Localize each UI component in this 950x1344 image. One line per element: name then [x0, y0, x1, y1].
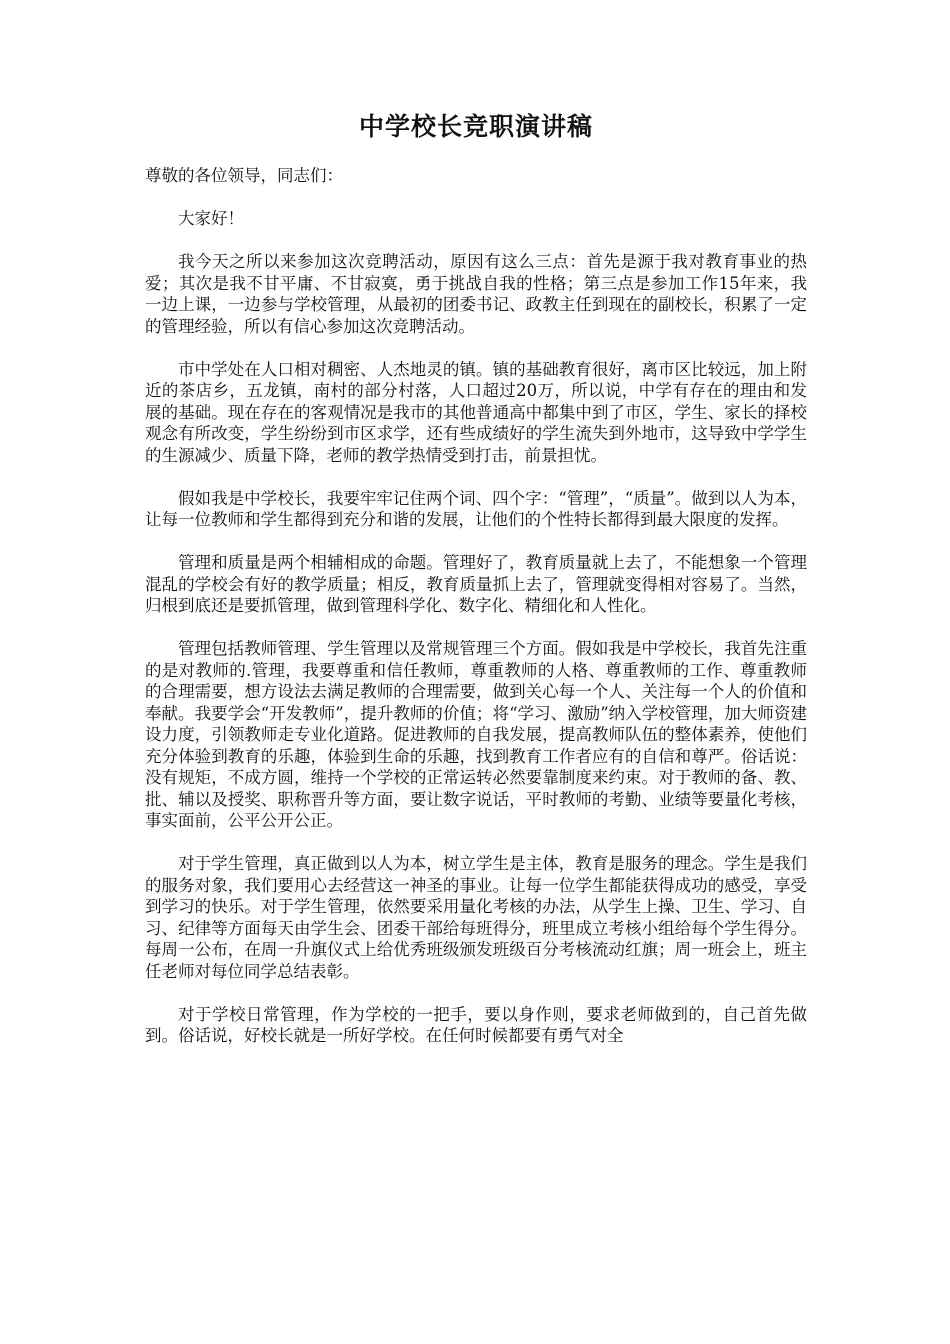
salutation: 尊敬的各位领导，同志们： — [145, 166, 343, 185]
paragraph-management-quality: 假如我是中学校长，我要牢牢记住两个词、四个字：“管理”，“质量”。做到以人为本，让每一位教师和学生都得到充分和谐的发展，让他们的个性特长都得到最大限度的发挥。 — [145, 488, 807, 529]
paragraph-daily-management: 对于学校日常管理，作为学校的一把手，要以身作则，要求老师做到的，自己首先做到。俗话说，好校长就是一所好学校。在任何时候都要有勇气对全 — [145, 1004, 807, 1045]
paragraph-reasons: 我今天之所以来参加这次竞聘活动，原因有这么三点：首先是源于我对教育事业的热爱；其次是我不甘平庸、不甘寂寞，勇于挑战自我的性格；第三点是参加工作15年来，我一边上课，一边参与学校管理，从最初的团委书记、政教主任到现在的副校长，积累了一定的管理经验，所以有信心参加这次竞聘活动。 — [145, 252, 807, 336]
paragraph-teacher-management: 管理包括教师管理、学生管理以及常规管理三个方面。假如我是中学校长，我首先注重的是对教师的.管理，我要尊重和信任教师，尊重教师的人格、尊重教师的工作、尊重教师的合理需要，想方设法去满足教师的合理需要，做到关心每一个人、关注每一个人的价值和奉献。我要学会“开发教师”，提升教师的价值；将“学习、激励”纳入学校管理，加大师资建设力度，引领教师走专业化道路。促进教师的自我发展，提高教师队伍的整体素养，使他们充分体验到教育的乐趣，体验到生命的乐趣，找到教育工作者应有的自信和尊严。俗话说：没有规矩，不成方圆，维持一个学校的正常运转必然要靠制度来约束。对于教师的备、教、批、辅以及授奖、职称晋升等方面，要让数字说话，平时教师的考勤、业绩等要量化考核，事实面前，公平公开公正。 — [145, 639, 807, 830]
paragraph-greeting: 大家好！ — [178, 209, 244, 228]
document-page — [145, 110, 807, 1068]
paragraph-student-management: 对于学生管理，真正做到以人为本，树立学生是主体，教育是服务的理念。学生是我们的服务对象，我们要用心去经营这一神圣的事业。让每一位学生都能获得成功的感受，享受到学习的快乐。对于学生管理，依然要采用量化考核的办法，从学生上操、卫生、学习、自习、纪律等方面每天由学生会、团委干部给每班得分，班里成立考核小组给每个学生得分。每周一公布，在周一升旗仪式上给优秀班级颁发班级百分考核流动红旗；周一班会上，班主任老师对每位同学总结表彰。 — [145, 854, 807, 981]
paragraph-complementary: 管理和质量是两个相辅相成的命题。管理好了，教育质量就上去了，不能想象一个管理混乱的学校会有好的教学质量；相反，教育质量抓上去了，管理就变得相对容易了。当然，归根到底还是要抓管理，做到管理科学化、数字化、精细化和人性化。 — [145, 553, 807, 615]
document-title: 中学校长竞职演讲稿 — [358, 112, 593, 141]
paragraph-school-situation: 市中学处在人口相对稠密、人杰地灵的镇。镇的基础教育很好，离市区比较远，加上附近的茶店乡，五龙镇，南村的部分村落，人口超过20万，所以说，中学有存在的理由和发展的基础。现在存在的客观情况是我市的其他普通高中都集中到了市区，学生、家长的择校观念有所改变，学生纷纷到市区求学，还有些成绩好的学生流失到外地市，这导致中学学生的生源减少、质量下降，老师的教学热情受到打击，前景担忧。 — [145, 359, 807, 465]
